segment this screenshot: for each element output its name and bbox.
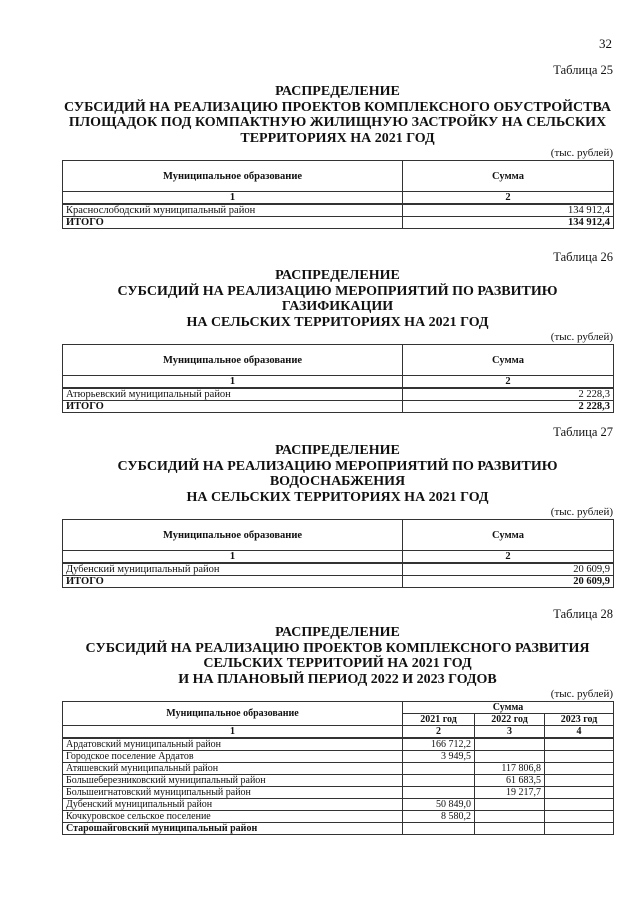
- year-header: 2022 год: [475, 714, 545, 726]
- column-header: Сумма: [403, 520, 614, 551]
- amount-2022: [475, 823, 545, 835]
- column-number-row: [63, 726, 614, 739]
- table-heading: [62, 625, 613, 687]
- municipality-name: Дубенский муниципальный район: [63, 799, 403, 811]
- table-row: [63, 738, 614, 751]
- page-number: 32: [599, 36, 612, 51]
- total-label: ИТОГО: [63, 217, 403, 229]
- table-row: [63, 388, 614, 401]
- column-number: 1: [63, 192, 403, 205]
- amount-2021: 50 849,0: [403, 799, 475, 811]
- heading-line: СУБСИДИЙ НА РЕАЛИЗАЦИЮ ПРОЕКТОВ КОМПЛЕКСНОГО ОБУСТРОЙСТВА: [63, 99, 612, 115]
- column-header: Муниципальное образование: [63, 161, 403, 192]
- heading-line: РАСПРЕДЕЛЕНИЕ: [275, 268, 400, 283]
- table-28-section: [62, 607, 613, 835]
- amount-2021: [403, 787, 475, 799]
- total-label: ИТОГО: [63, 576, 403, 588]
- amount-2023: [545, 738, 614, 751]
- amount-2021: [403, 823, 475, 835]
- amount-2023: [545, 751, 614, 763]
- amount-2023: [545, 763, 614, 775]
- amount-2022: 61 683,5: [475, 775, 545, 787]
- total-value: 134 912,4: [403, 217, 614, 229]
- amount-2023: [545, 787, 614, 799]
- units-label: (тыс. рублей): [550, 688, 613, 700]
- total-value: 2 228,3: [403, 401, 614, 413]
- table-row: [63, 204, 614, 217]
- table-row: [63, 775, 614, 787]
- column-header: Сумма: [403, 161, 614, 192]
- municipality-name: Старошайговский муниципальный район: [63, 823, 403, 835]
- table-row: [63, 563, 614, 576]
- municipality-name: Ардатовский муниципальный район: [63, 738, 403, 751]
- table-header-row: [63, 161, 614, 192]
- amount-value: 134 912,4: [403, 204, 614, 217]
- table-row: [63, 823, 614, 835]
- table-row: [63, 799, 614, 811]
- distribution-table: [62, 344, 614, 413]
- distribution-table: [62, 519, 614, 588]
- municipality-name: Городское поселение Ардатов: [63, 751, 403, 763]
- municipality-name: Кочкуровское сельское поселение: [63, 811, 403, 823]
- column-header: Муниципальное образование: [63, 702, 403, 726]
- column-number-row: [63, 192, 614, 205]
- table-header-row: [63, 520, 614, 551]
- table-row: [63, 811, 614, 823]
- amount-2021: [403, 763, 475, 775]
- column-number: 1: [63, 551, 403, 564]
- amount-2022: [475, 738, 545, 751]
- column-number: 2: [403, 192, 614, 205]
- table-heading: [62, 84, 613, 146]
- heading-line: СЕЛЬСКИХ ТЕРРИТОРИЙ НА 2021 ГОД: [203, 656, 472, 671]
- municipality-name: Большеберезниковский муниципальный район: [63, 775, 403, 787]
- amount-2021: [403, 775, 475, 787]
- table-label: Таблица 27: [553, 425, 613, 439]
- table-27-section: [62, 425, 613, 588]
- amount-value: 2 228,3: [403, 388, 614, 401]
- total-value: 20 609,9: [403, 576, 614, 588]
- heading-line: НА СЕЛЬСКИХ ТЕРРИТОРИЯХ НА 2021 ГОД: [186, 489, 489, 505]
- table-row: [63, 763, 614, 775]
- municipality-name: Большеигнатовский муниципальный район: [63, 787, 403, 799]
- municipality-name: Краснослободский муниципальный район: [63, 204, 403, 217]
- column-number: 2: [403, 376, 614, 389]
- heading-line: ПЛОЩАДОК ПОД КОМПАКТНУЮ ЖИЛИЩНУЮ ЗАСТРОЙКУ НА СЕЛЬСКИХ: [68, 115, 607, 130]
- amount-value: 20 609,9: [403, 563, 614, 576]
- column-number-row: [63, 551, 614, 564]
- column-number: 1: [63, 726, 403, 739]
- table-label: Таблица 25: [553, 63, 613, 77]
- total-row: [63, 401, 614, 413]
- table-header-row: [63, 702, 614, 714]
- heading-line: ТЕРРИТОРИЯХ НА 2021 ГОД: [240, 130, 435, 146]
- units-label: (тыс. рублей): [550, 331, 613, 343]
- table-25-section: [62, 63, 613, 229]
- heading-line: РАСПРЕДЕЛЕНИЕ: [275, 443, 400, 458]
- column-header: Муниципальное образование: [63, 345, 403, 376]
- table-label: Таблица 28: [553, 607, 613, 621]
- column-number: 1: [63, 376, 403, 389]
- amount-2022: [475, 799, 545, 811]
- total-row: [63, 576, 614, 588]
- amount-2022: 117 806,8: [475, 763, 545, 775]
- column-number: 2: [403, 726, 475, 739]
- heading-line: РАСПРЕДЕЛЕНИЕ: [275, 84, 400, 99]
- column-number: 4: [545, 726, 614, 739]
- amount-2023: [545, 823, 614, 835]
- total-row: [63, 217, 614, 229]
- distribution-table: [62, 160, 614, 229]
- distribution-table: [62, 701, 614, 835]
- units-label: (тыс. рублей): [550, 147, 613, 159]
- amount-2022: [475, 751, 545, 763]
- column-number-row: [63, 376, 614, 389]
- heading-line: СУБСИДИЙ НА РЕАЛИЗАЦИЮ МЕРОПРИЯТИЙ ПО РАЗВИТИЮ ВОДОСНАБЖЕНИЯ: [117, 458, 558, 489]
- column-header: Муниципальное образование: [63, 520, 403, 551]
- table-header-row: [63, 345, 614, 376]
- amount-2022: 19 217,7: [475, 787, 545, 799]
- amount-2021: 8 580,2: [403, 811, 475, 823]
- heading-line: СУБСИДИЙ НА РЕАЛИЗАЦИЮ ПРОЕКТОВ КОМПЛЕКСНОГО РАЗВИТИЯ: [85, 640, 590, 656]
- amount-2023: [545, 799, 614, 811]
- column-group-header: Сумма: [403, 702, 614, 714]
- column-number: 2: [403, 551, 614, 564]
- table-heading: [62, 443, 613, 505]
- municipality-name: Атюрьевский муниципальный район: [63, 388, 403, 401]
- heading-line: И НА ПЛАНОВЫЙ ПЕРИОД 2022 И 2023 ГОДОВ: [178, 671, 497, 687]
- amount-2021: 3 949,5: [403, 751, 475, 763]
- column-header: Сумма: [403, 345, 614, 376]
- units-label: (тыс. рублей): [550, 506, 613, 518]
- total-label: ИТОГО: [63, 401, 403, 413]
- municipality-name: Дубенский муниципальный район: [63, 563, 403, 576]
- table-row: [63, 787, 614, 799]
- heading-line: РАСПРЕДЕЛЕНИЕ: [275, 625, 400, 640]
- amount-2022: [475, 811, 545, 823]
- municipality-name: Атяшевский муниципальный район: [63, 763, 403, 775]
- year-header: 2021 год: [403, 714, 475, 726]
- heading-line: НА СЕЛЬСКИХ ТЕРРИТОРИЯХ НА 2021 ГОД: [186, 314, 489, 330]
- amount-2023: [545, 775, 614, 787]
- table-label: Таблица 26: [553, 250, 613, 264]
- heading-line: СУБСИДИЙ НА РЕАЛИЗАЦИЮ МЕРОПРИЯТИЙ ПО РАЗВИТИЮ ГАЗИФИКАЦИИ: [117, 283, 558, 314]
- table-26-section: [62, 250, 613, 413]
- amount-2023: [545, 811, 614, 823]
- year-header: 2023 год: [545, 714, 614, 726]
- column-number: 3: [475, 726, 545, 739]
- table-row: [63, 751, 614, 763]
- table-heading: [62, 268, 613, 330]
- amount-2021: 166 712,2: [403, 738, 475, 751]
